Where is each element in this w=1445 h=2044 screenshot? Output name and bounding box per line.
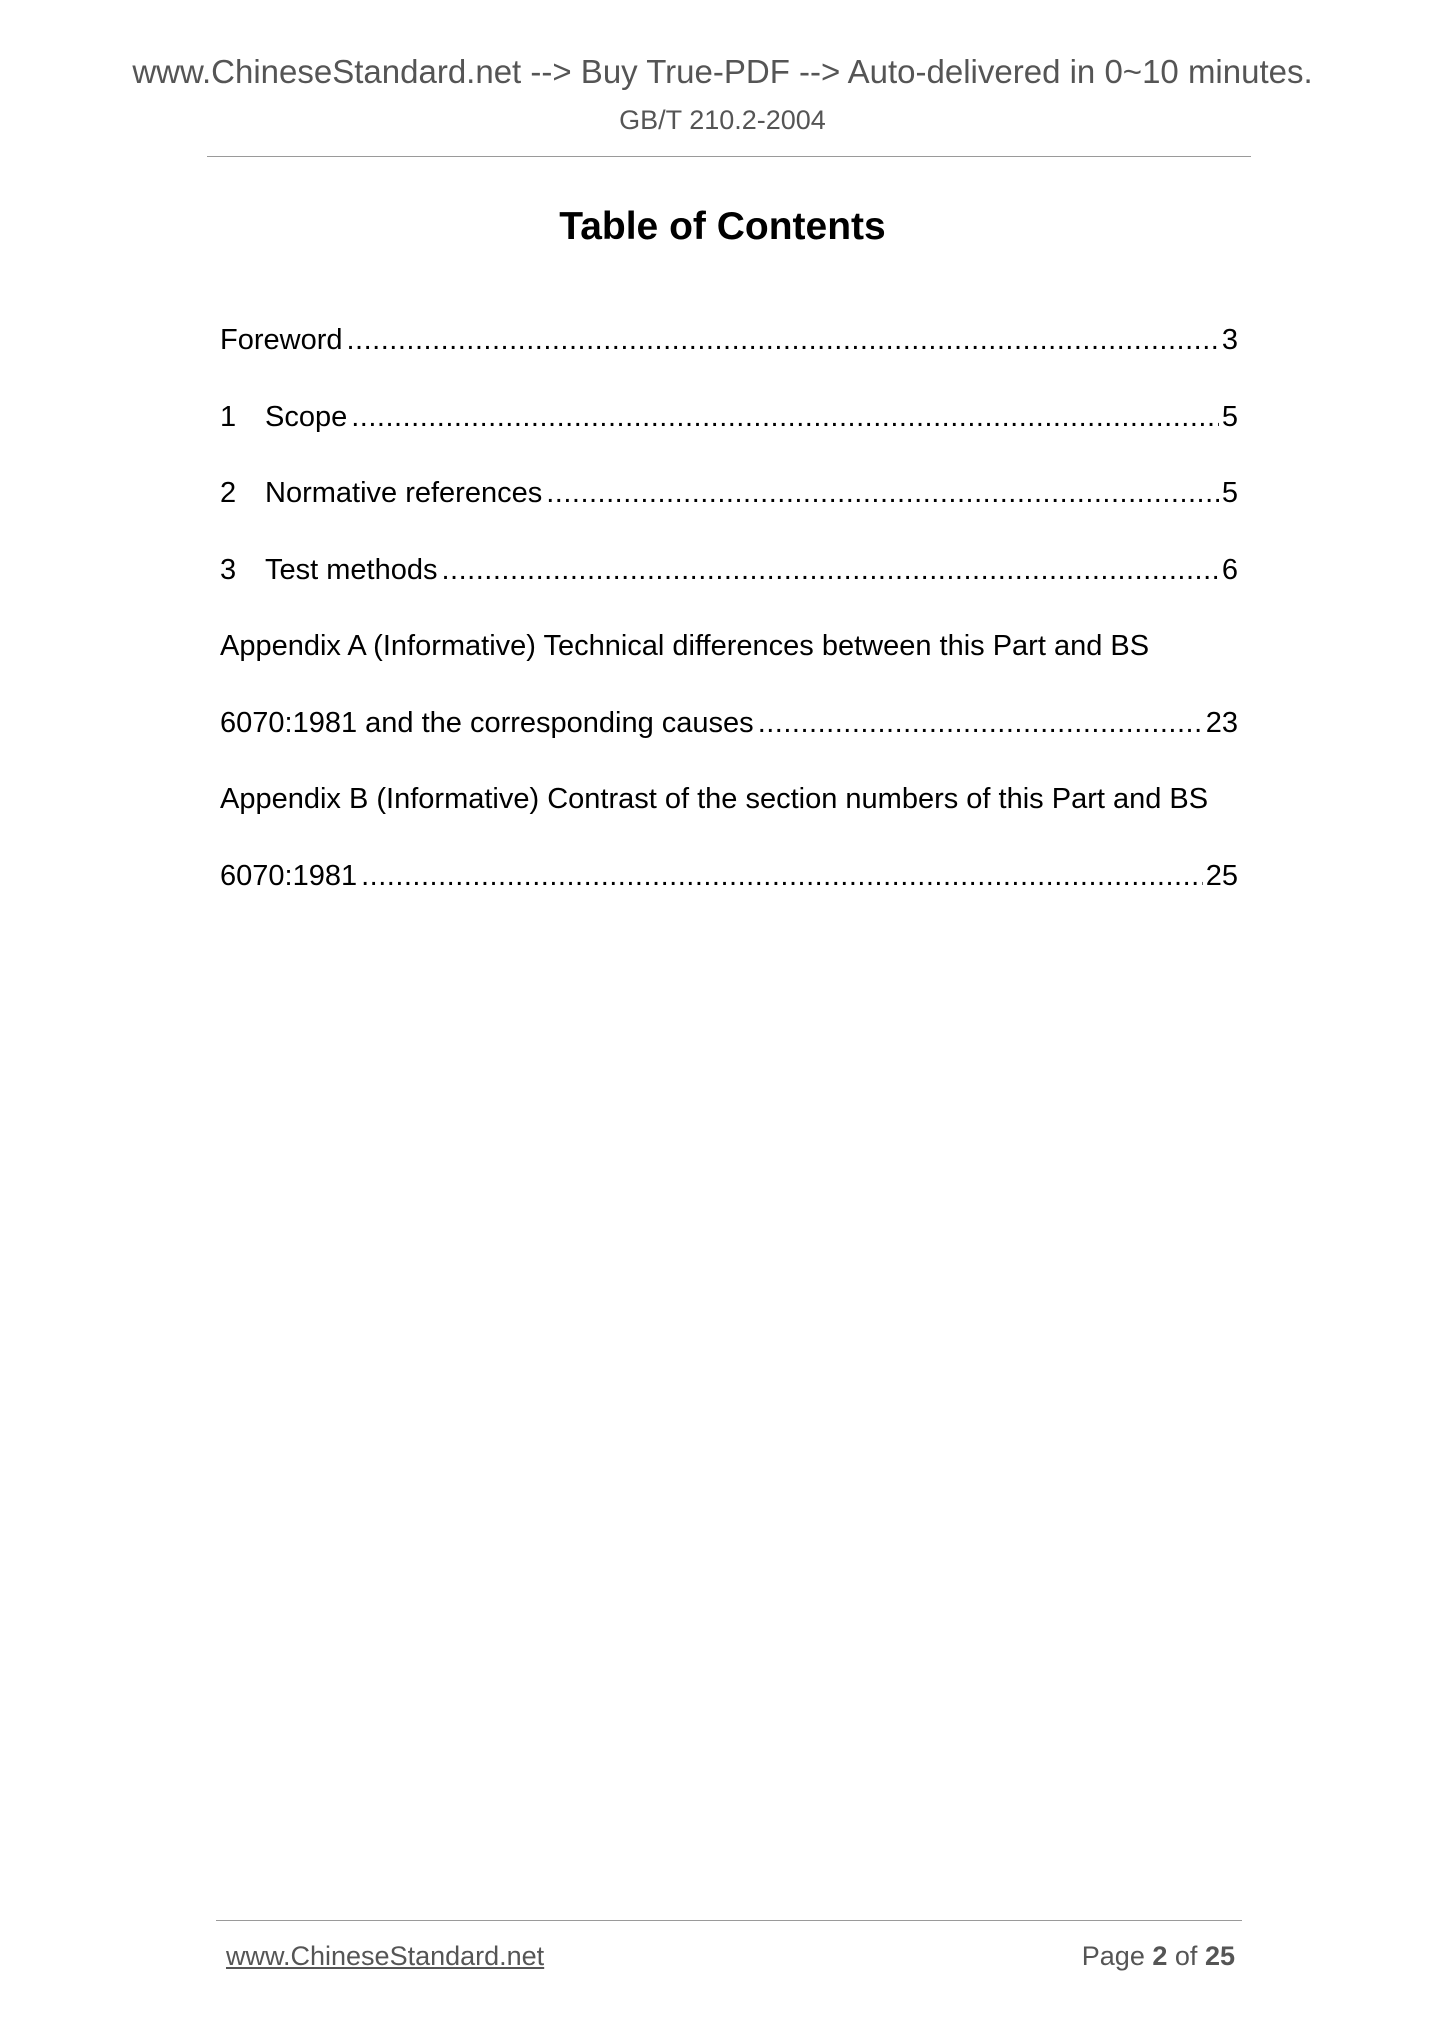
toc-entry-appendix-b-line1[interactable] <box>220 777 1238 854</box>
toc-leader-dots <box>351 395 1219 439</box>
header-banner: www.ChineseStandard.net --> Buy True-PDF --> Auto-delivered in 0~10 minutes. <box>132 53 1313 90</box>
table-of-contents <box>220 318 1238 930</box>
toc-entry-page: 23 <box>1205 706 1238 739</box>
toc-entry-page: 25 <box>1205 859 1238 892</box>
page-prefix: Page <box>1081 1941 1145 1971</box>
toc-entry-appendix-b-line2[interactable] <box>220 854 1238 931</box>
toc-entry-appendix-a-line1[interactable] <box>220 624 1238 701</box>
toc-entry-foreword[interactable] <box>220 318 1238 395</box>
toc-leader-dots <box>758 701 1203 745</box>
toc-leader-dots <box>361 854 1203 898</box>
toc-entry-text: Normative references <box>265 477 543 509</box>
toc-leader-dots <box>546 471 1219 515</box>
toc-leader-dots <box>347 318 1219 362</box>
toc-entry-page: 5 <box>1221 400 1238 433</box>
footer-divider <box>216 1920 1242 1921</box>
toc-entry-appendix-a-line2[interactable] <box>220 701 1238 778</box>
footer-page-number <box>1082 1940 1235 1972</box>
toc-entry-page: 6 <box>1221 553 1238 586</box>
toc-title: Table of Contents <box>559 205 886 248</box>
toc-entry-text: Scope <box>265 400 348 433</box>
standard-code: GB/T 210.2-2004 <box>619 105 826 135</box>
toc-entry-text: Appendix A (Informative) Technical differences between this Part and BS <box>220 630 1150 662</box>
toc-entry-scope[interactable] <box>220 395 1238 472</box>
toc-entry-text: 6070:1981 and the corresponding causes <box>220 706 754 739</box>
total-pages: 25 <box>1204 1941 1235 1971</box>
toc-entry-number: 2 <box>220 477 237 509</box>
footer-website-link[interactable]: www.ChineseStandard.net <box>226 1941 545 1971</box>
toc-entry-text: Test methods <box>265 553 438 586</box>
page-of: of <box>1174 1941 1198 1971</box>
header-divider <box>207 156 1251 157</box>
toc-leader-dots <box>441 548 1218 592</box>
toc-entry-text: 6070:1981 <box>220 859 358 892</box>
toc-entry-text: Appendix B (Informative) Contrast of the section numbers of this Part and BS <box>220 783 1209 815</box>
current-page: 2 <box>1152 1941 1168 1971</box>
toc-entry-number: 1 <box>220 400 237 433</box>
toc-entry-page: 3 <box>1221 324 1238 356</box>
toc-entry-test-methods[interactable] <box>220 548 1238 625</box>
toc-entry-text: Foreword <box>220 324 343 356</box>
toc-entry-normative-references[interactable] <box>220 471 1238 548</box>
toc-entry-page: 5 <box>1221 477 1238 509</box>
toc-entry-number: 3 <box>220 553 237 586</box>
